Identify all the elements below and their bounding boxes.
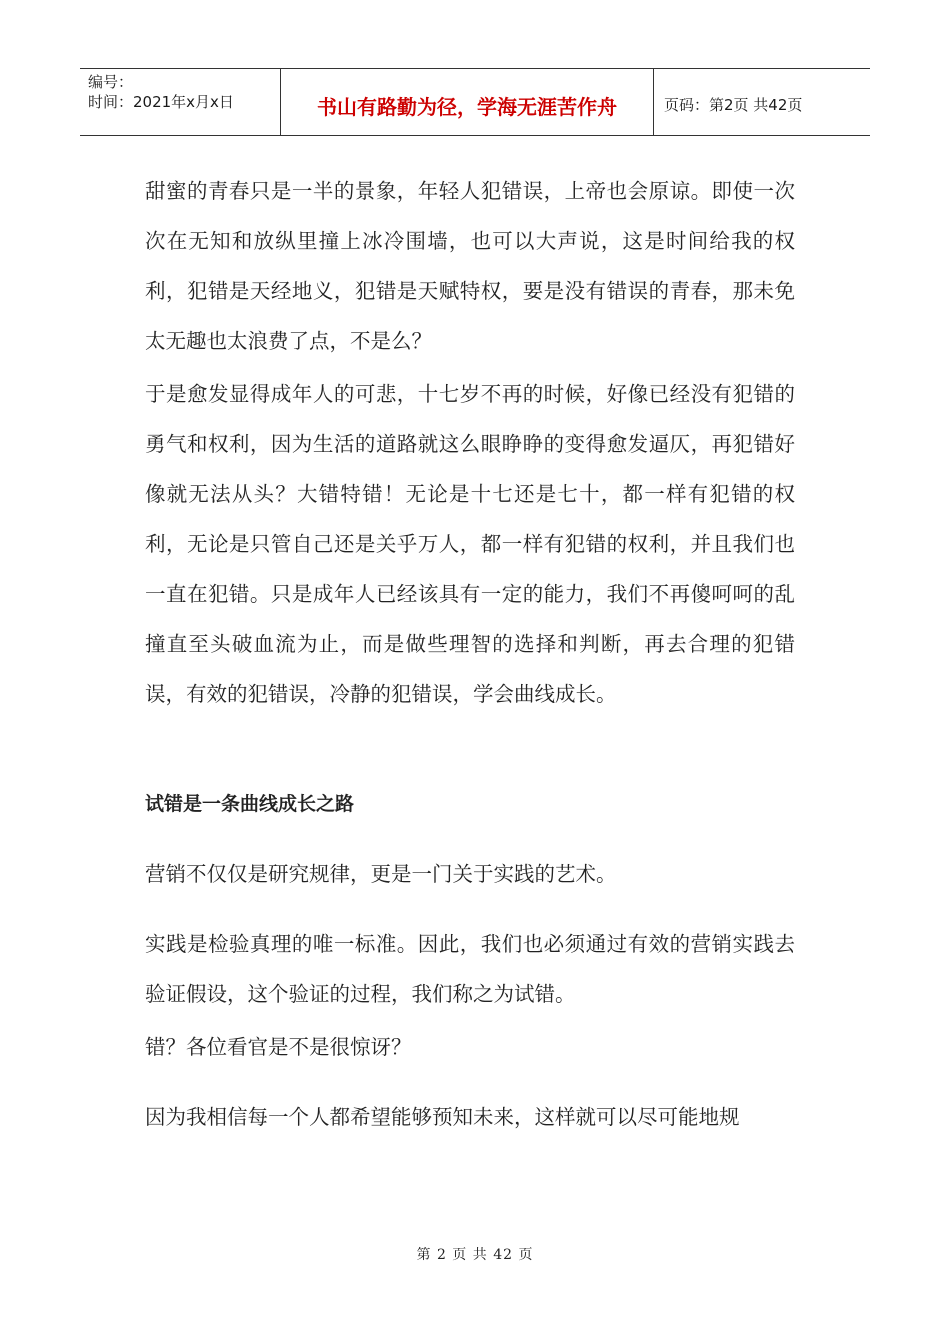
document-body — [145, 166, 795, 1142]
page-info-text: 页码：第2页 共42页 — [664, 95, 803, 114]
number-label: 编号： — [88, 73, 134, 91]
body-paragraph: 实践是检验真理的唯一标准。因此，我们也必须通过有效的营销实践去验证假设，这个验证的过程，我们称之为试错。 — [145, 932, 795, 1006]
header-page-info — [654, 69, 870, 135]
body-paragraph: 于是愈发显得成年人的可悲，十七岁不再的时候，好像已经没有犯错的勇气和权利，因为生活的道路就这么眼睁睁的变得愈发逼仄，再犯错好像就无法从头？大错特错！无论是十七还是七十，都一样有犯错的权利，无论是只管自己还是关乎万人，都一样有犯错的权利，并且我们也一直在犯错。只是成年人已经该具有一定的能力，我们不再傻呵呵的乱撞直至头破血流为止，而是做些理智的选择和判断，再去合理的犯错误，有效的犯错误，冷静的犯错误，学会曲线成长。 — [145, 382, 795, 706]
date-label: 时间：2021年x月x日 — [88, 93, 234, 111]
header-meta — [80, 69, 281, 135]
body-paragraph: 营销不仅仅是研究规律，更是一门关于实践的艺术。 — [145, 862, 617, 886]
motto-text: 书山有路勤为径，学海无涯苦作舟 — [317, 94, 617, 119]
footer-page-number: 第 2 页 共 42 页 — [416, 1247, 534, 1263]
body-paragraph: 错？各位看官是不是很惊讶？ — [145, 1035, 412, 1059]
page-footer — [0, 1244, 950, 1264]
body-paragraph: 甜蜜的青春只是一半的景象，年轻人犯错误，上帝也会原谅。即使一次次在无知和放纵里撞上冰冷围墙，也可以大声说，这是时间给我的权利，犯错是天经地义，犯错是天赋特权，要是没有错误的青春，那未免太无趣也太浪费了点，不是么？ — [145, 179, 795, 353]
document-header — [80, 68, 870, 136]
section-heading: 试错是一条曲线成长之路 — [145, 793, 355, 815]
header-motto — [281, 69, 654, 135]
body-paragraph: 因为我相信每一个人都希望能够预知未来，这样就可以尽可能地规 — [145, 1105, 740, 1129]
